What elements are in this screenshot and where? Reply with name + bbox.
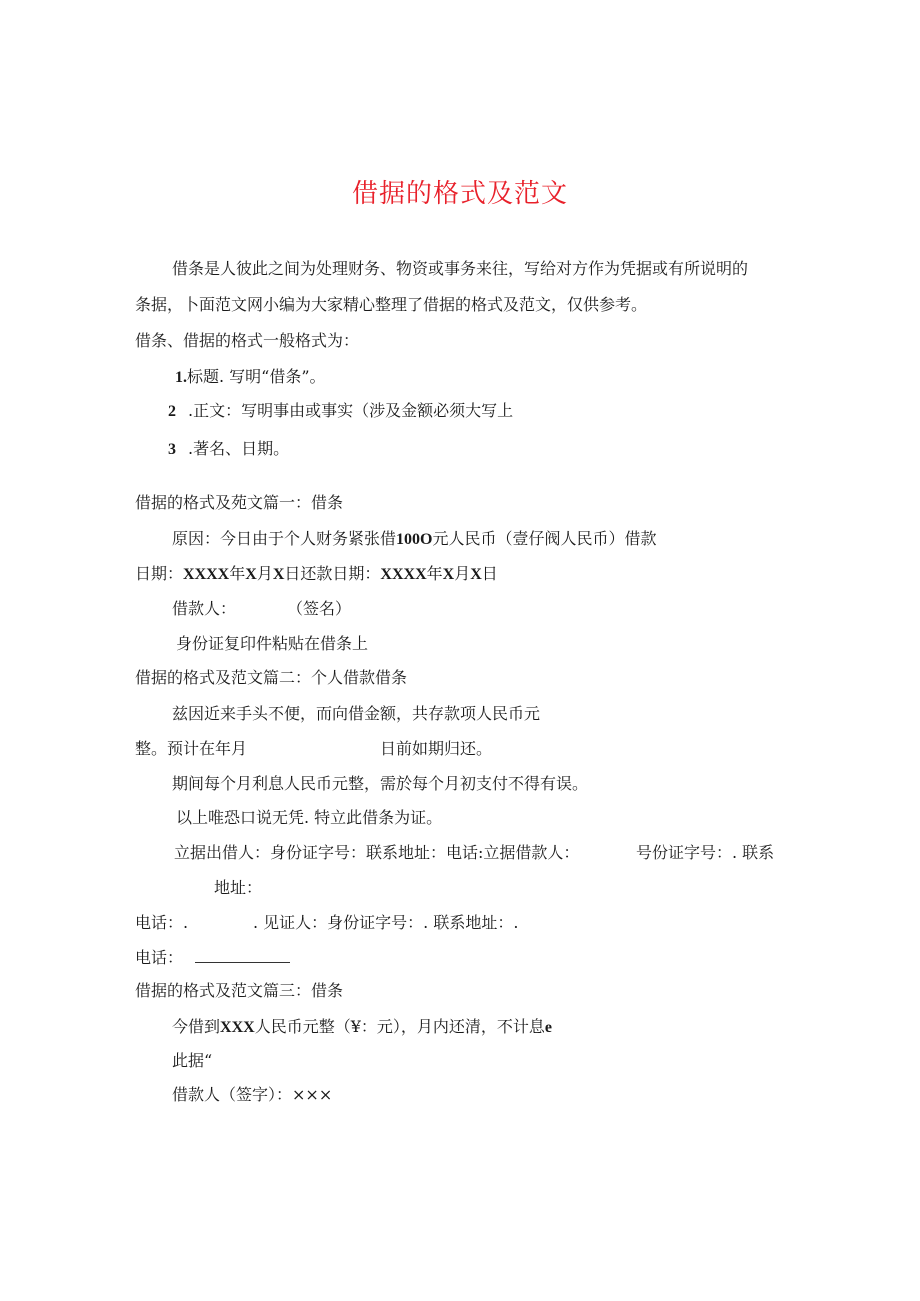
sample1-date-b: 年 (229, 564, 246, 583)
intro-line-1: 借条是人彼此之间为处理财务、物资或事务来往，写给对方作为凭据或有所说明的 (172, 259, 749, 278)
intro-line-2: 条据，卜面范文网小编为大家精心整理了借据的格式及范文，仅供参考。 (135, 295, 648, 314)
sample1-reason-b: 元人民币（壹仔阀人民币）借款 (432, 529, 657, 548)
sample2-phone-label: 电话： (135, 948, 184, 967)
format-item-3-text: .著名、日期。 (188, 439, 290, 458)
sample1-id-note: 身份证复印件粘贴在借条上 (176, 634, 369, 653)
sample1-date-g: 日 (481, 564, 498, 583)
format-heading: 借条、借据的格式一般格式为： (135, 331, 360, 350)
sample2-line-3: 期间每个月利息人民币元整，需於每个月初支付不得有误。 (172, 774, 589, 793)
sample2-line-6: 地址： (214, 878, 263, 897)
sample1-date-x5: X (442, 566, 455, 583)
sample3-heading: 借据的格式及范文篇三：借条 (135, 981, 344, 1000)
sample1-date-x6: X (470, 566, 482, 583)
sample1-date-e: 年 (426, 564, 443, 583)
sample3-line-1e: e (544, 1019, 552, 1036)
format-item-2-text: .正文：写明事由或事实（涉及金额必须大写上 (188, 401, 514, 420)
format-item-2 (168, 400, 513, 423)
format-item-1 (175, 366, 326, 389)
sample1-date-a: 日期： (135, 564, 184, 583)
format-item-3 (168, 438, 289, 461)
sample1-date-d: 日还款日期： (284, 564, 381, 583)
sample2-line-1: 兹因近来手头不便，而向借金额，共存款项人民币元 (172, 704, 541, 723)
format-item-1-text: 标题. 写明“借条”。 (187, 367, 326, 386)
sample3-line-2: 此据“ (172, 1051, 213, 1070)
sample2-line-2b: 日前如期归还。 (380, 739, 493, 758)
sample1-date-c: 月 (256, 564, 273, 583)
sample2-line-7b: . 见证人：身份证字号：. 联系地址：. (253, 913, 519, 932)
sample1-date-x2: X (245, 566, 257, 583)
sample2-heading: 借据的格式及范文篇二：个人借款借条 (135, 668, 408, 687)
sample2-line-2a: 整。预计在年月 (135, 739, 248, 758)
sample1-reason-amount: 100O (396, 531, 433, 548)
sample3-line-1a: 今借到 (172, 1017, 221, 1036)
sample3-line-1b: 人民币元整（¥：元），月内还清，不计息 (254, 1017, 545, 1036)
sample2-line-5b: 号份证字号：. 联系 (636, 843, 775, 862)
sample2-line-5a: 立据出借人：身份证字号：联系地址：电话:立据借款人： (174, 843, 580, 862)
sample3-line-1x: XXX (220, 1019, 255, 1036)
sample1-dates (135, 563, 498, 586)
sample1-date-x4: XXXX (380, 566, 427, 583)
sample1-borrower-label: 借款人： (172, 599, 237, 618)
sample1-date-x3: X (272, 566, 285, 583)
format-item-1-num: 1. (175, 369, 187, 386)
sample1-date-x1: XXXX (183, 566, 230, 583)
sample1-heading: 借据的格式及苑文篇一：借条 (135, 493, 344, 512)
sample1-reason (172, 528, 656, 551)
phone-blank-line (195, 946, 290, 963)
sample1-date-f: 月 (454, 564, 471, 583)
sample2-line-7a: 电话：. (135, 913, 189, 932)
sample3-line-3: 借款人（签字）：××× (172, 1085, 333, 1104)
sample2-line-4: 以上唯恐口说无凭. 特立此借条为证。 (176, 808, 443, 827)
document-title: 借据的格式及范文 (351, 179, 568, 209)
sample3-line-1 (172, 1016, 552, 1039)
sample1-borrower-sign: （签名） (287, 599, 352, 618)
sample2-line-8 (135, 946, 290, 969)
sample1-reason-a: 原因：今日由于个人财务紧张借 (172, 529, 397, 548)
format-item-3-num: 3 (168, 441, 176, 458)
format-item-2-num: 2 (168, 403, 176, 420)
